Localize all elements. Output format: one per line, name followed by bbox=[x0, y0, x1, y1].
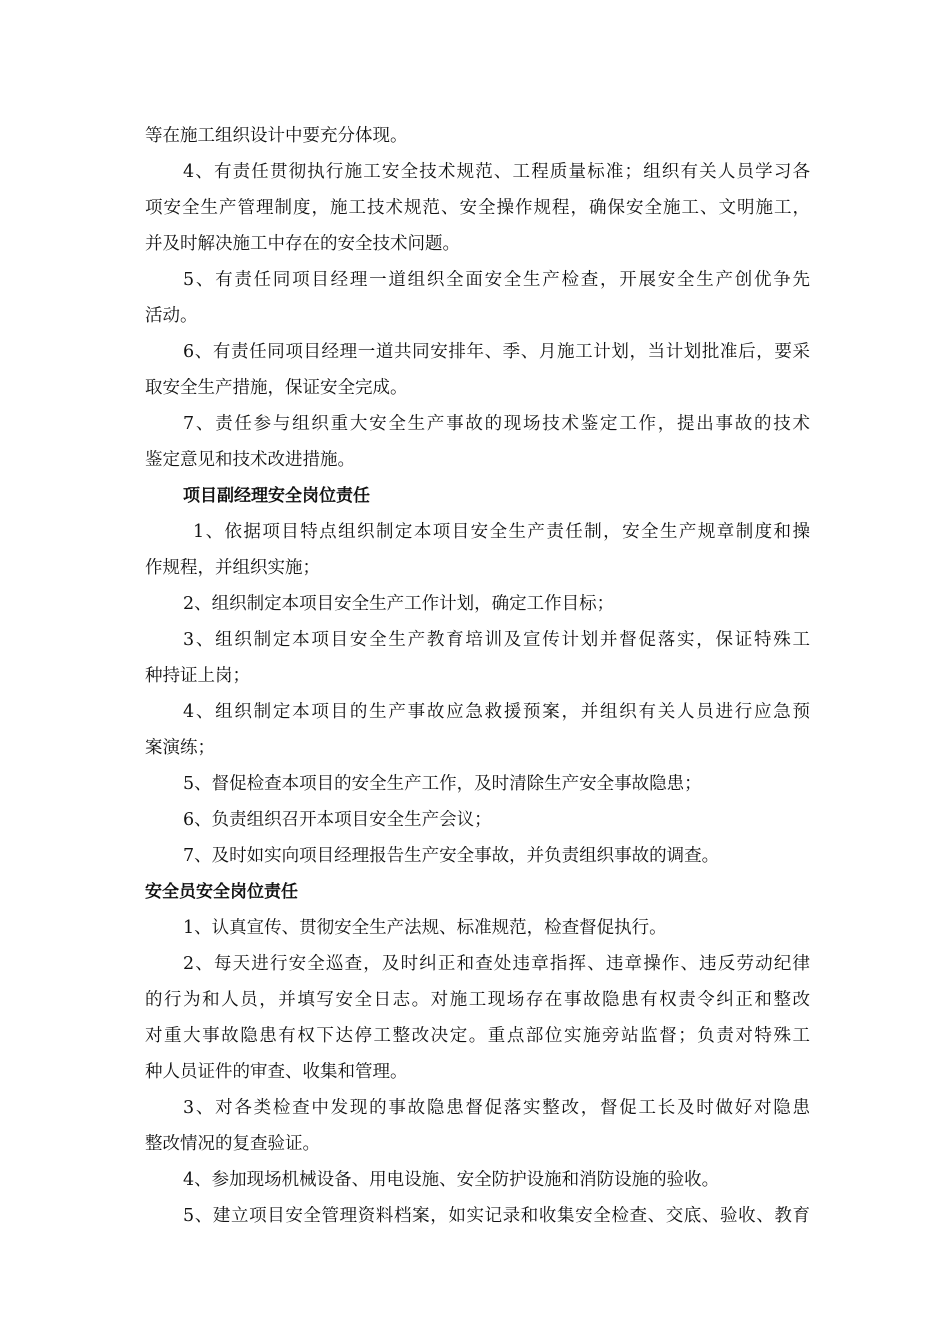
text-line: 种人员证件的审查、收集和管理。 bbox=[145, 1062, 408, 1082]
text-line: 鉴定意见和技术改进措施。 bbox=[145, 450, 355, 470]
text-line: 6、有责任同项目经理一道共同安排年、季、月施工计划，当计划批准后，要采 bbox=[183, 342, 810, 362]
text-line: 4、组织制定本项目的生产事故应急救援预案，并组织有关人员进行应急预 bbox=[183, 702, 810, 722]
text-line: 项安全生产管理制度，施工技术规范、安全操作规程，确保安全施工、文明施工， bbox=[145, 198, 810, 218]
text-line: 4、参加现场机械设备、用电设施、安全防护设施和消防设施的验收。 bbox=[183, 1170, 720, 1190]
text-line: 3、对各类检查中发现的事故隐患督促落实整改，督促工长及时做好对隐患 bbox=[183, 1098, 810, 1118]
text-line: 的行为和人员，并填写安全日志。对施工现场存在事故隐患有权责令纠正和整改 bbox=[145, 990, 810, 1010]
text-line: 等在施工组织设计中要充分体现。 bbox=[145, 126, 408, 146]
text-line: 作规程，并组织实施； bbox=[145, 558, 320, 578]
text-line: 5、建立项目安全管理资料档案，如实记录和收集安全检查、交底、验收、教育 bbox=[183, 1206, 810, 1226]
text-line: 7、及时如实向项目经理报告生产安全事故，并负责组织事故的调查。 bbox=[183, 846, 720, 866]
text-line: 6、负责组织召开本项目安全生产会议； bbox=[183, 810, 492, 830]
text-line: 2、组织制定本项目安全生产工作计划，确定工作目标； bbox=[183, 594, 615, 614]
section-heading: 项目副经理安全岗位责任 bbox=[183, 486, 370, 506]
text-line: 3、组织制定本项目安全生产教育培训及宣传计划并督促落实，保证特殊工 bbox=[183, 630, 810, 650]
text-line: 2、每天进行安全巡查，及时纠正和查处违章指挥、违章操作、违反劳动纪律 bbox=[183, 954, 810, 974]
text-line: 取安全生产措施，保证安全完成。 bbox=[145, 378, 408, 398]
text-line: 种持证上岗； bbox=[145, 666, 250, 686]
text-line: 1、依据项目特点组织制定本项目安全生产责任制，安全生产规章制度和操 bbox=[193, 522, 810, 542]
text-line: 5、督促检查本项目的安全生产工作，及时清除生产安全事故隐患； bbox=[183, 774, 702, 794]
text-line: 7、责任参与组织重大安全生产事故的现场技术鉴定工作，提出事故的技术 bbox=[183, 414, 810, 434]
text-line: 对重大事故隐患有权下达停工整改决定。重点部位实施旁站监督；负责对特殊工 bbox=[145, 1026, 810, 1046]
text-line: 5、有责任同项目经理一道组织全面安全生产检查，开展安全生产创优争先 bbox=[183, 270, 810, 290]
text-line: 整改情况的复查验证。 bbox=[145, 1134, 320, 1154]
text-line: 4、有责任贯彻执行施工安全技术规范、工程质量标准；组织有关人员学习各 bbox=[183, 162, 810, 182]
section-heading: 安全员安全岗位责任 bbox=[145, 882, 298, 902]
text-line: 活动。 bbox=[145, 306, 198, 326]
text-line: 案演练； bbox=[145, 738, 215, 758]
text-line: 1、认真宣传、贯彻安全生产法规、标准规范，检查督促执行。 bbox=[183, 918, 667, 938]
text-line: 并及时解决施工中存在的安全技术问题。 bbox=[145, 234, 460, 254]
